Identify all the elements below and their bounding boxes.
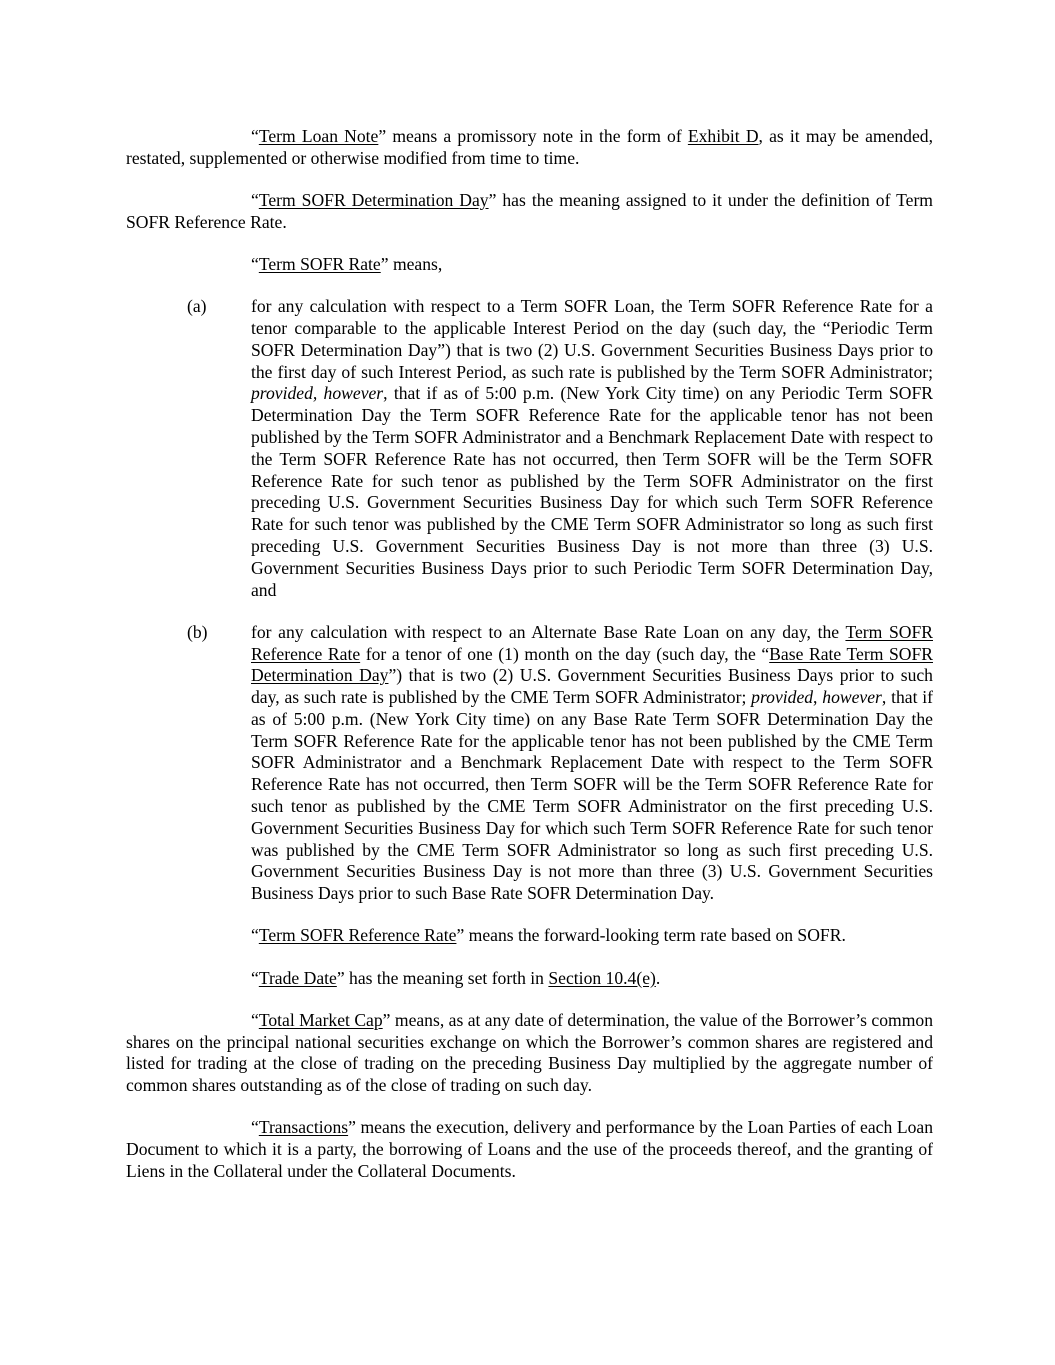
definition-term-sofr-reference-rate: “Term SOFR Reference Rate” means the forward-looking term rate based on SOFR.: [251, 925, 846, 946]
defined-term: Term SOFR Rate: [258, 253, 381, 274]
clause-label: (b): [187, 621, 208, 642]
definition-total-market-cap: “Total Market Cap” means, as at any date of determination, the value of the Borrower’s common shares on the principal national securities exchange on which the Borrower’s common shares are registered and listed for trading at the close of trading on the preceding Business Day multiplied by the aggregate number of common shares outstanding as of the close of trading on such day.: [126, 1009, 934, 1096]
defined-term: Term Loan Note: [258, 126, 379, 146]
defined-term: Term SOFR Reference Rate: [258, 925, 457, 946]
clause-a: (a) for any calculation with respect to a Term SOFR Loan, the Term SOFR Reference Rate for a tenor comparable to the applicable Interest Period on the day (such day, the “Periodic Term SOFR Determination Day”) that is two (2) U.S. Government Securities Business Days prior to the first day of such Interest Period, as such rate is published by the Term SOFR Administrator; provided, however, that if as of 5:00 p.m. (New York City time) on any Periodic Term SOFR Determination Day the Term SOFR Reference Rate for the applicable tenor has not been published by the Term SOFR Administrator and a Benchmark Replacement Date with respect to the Term SOFR Reference Rate has not occurred, then Term SOFR will be the Term SOFR Reference Rate for such tenor as published by the Term SOFR Administrator on the first preceding U.S. Government Securities Business Day for which such Term SOFR Reference Rate for such tenor was published by the CME Term SOFR Administrator so long as such first preceding U.S. Government Securities Business Day is not more than three (3) U.S. Government Securities Business Days prior to such Periodic Term SOFR Determination Day, and: [187, 296, 933, 600]
section-reference: Section 10.4(e): [548, 967, 656, 988]
definition-term-loan-note: “Term Loan Note” means a promissory note in the form of Exhibit D, as it may be amended, restated, supplemented or otherwise modified from time to time.: [126, 126, 933, 168]
defined-term: Trade Date: [258, 967, 337, 988]
defined-term: Term SOFR Reference Rate: [251, 621, 933, 664]
definition-trade-date: “Trade Date” has the meaning set forth in Section 10.4(e).: [251, 967, 661, 988]
document-page: [126, 126, 933, 1203]
definition-term-sofr-determination-day: “Term SOFR Determination Day” has the meaning assigned to it under the definition of Term SOFR Reference Rate.: [126, 189, 933, 232]
defined-term: Total Market Cap: [258, 1009, 383, 1030]
defined-term: Base Rate Term SOFR Determination Day: [251, 643, 933, 686]
defined-term: Term SOFR Determination Day: [258, 189, 489, 210]
definition-transactions: “Transactions” means the execution, delivery and performance by the Loan Parties of each Loan Document to which it is a party, the borrowing of Loans and the use of the proceeds thereof, and the granting of Liens in the Collateral under the Collateral Documents.: [126, 1117, 933, 1181]
clause-label: (a): [187, 296, 207, 317]
clause-b: (b) for any calculation with respect to an Alternate Base Rate Loan on any day, the Term SOFR Reference Rate for a tenor of one (1) month on the day (such day, the “Base Rate Term SOFR Determination Day”) that is two (2) U.S. Government Securities Business Days prior to such day, as such rate is published by the CME Term SOFR Administrator; provided, however, that if as of 5:00 p.m. (New York City time) on any Base Rate Term SOFR Determination Day the Term SOFR Reference Rate for the applicable tenor has not been published by the CME Term SOFR Administrator and a Benchmark Replacement Date with respect to the Term SOFR Reference Rate has not occurred, then Term SOFR will be the Term SOFR Reference Rate for such tenor as published by the CME Term SOFR Administrator on the first preceding U.S. Government Securities Business Day for which such Term SOFR Reference Rate for such tenor was published by the CME Term SOFR Administrator so long as such first preceding U.S. Government Securities Business Day is not more than three (3) U.S. Government Securities Business Days prior to such Base Rate SOFR Determination Day.: [187, 621, 934, 904]
defined-term: Transactions: [258, 1117, 349, 1138]
definition-term-sofr-rate: “Term SOFR Rate” means,: [251, 253, 443, 274]
exhibit-reference: Exhibit D: [687, 126, 759, 146]
